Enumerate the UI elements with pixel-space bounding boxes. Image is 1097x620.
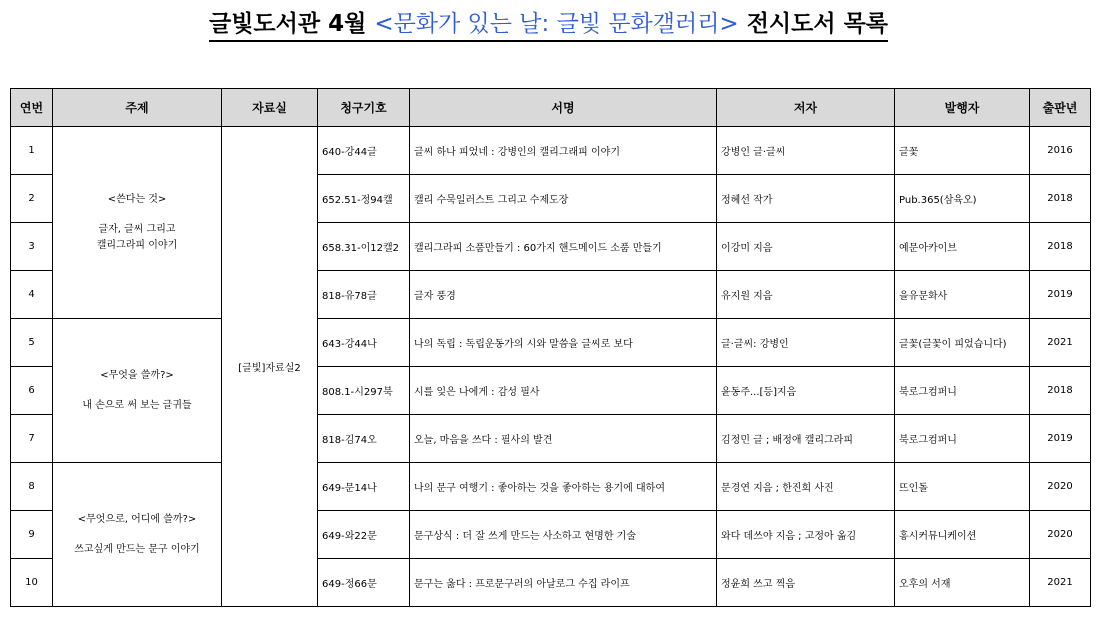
- cell-author: 글·글씨: 강병인: [717, 319, 895, 367]
- col-header-author: 저자: [717, 89, 895, 127]
- cell-year: 2021: [1030, 319, 1091, 367]
- cell-year: 2019: [1030, 415, 1091, 463]
- cell-no: 8: [11, 463, 53, 511]
- cell-year: 2019: [1030, 271, 1091, 319]
- cell-call-number: 808.1-시297북: [318, 367, 410, 415]
- cell-title: 캘리그라피 소품만들기 : 60가지 핸드메이드 소품 만들기: [410, 223, 717, 271]
- cell-author: 강병인 글·글씨: [717, 127, 895, 175]
- cell-author: 윤동주...[등]지음: [717, 367, 895, 415]
- cell-call-number: 649-와22문: [318, 511, 410, 559]
- cell-publisher: 북로그컴퍼니: [895, 415, 1030, 463]
- col-header-no: 연번: [11, 89, 53, 127]
- table-row: [11, 463, 1091, 511]
- topic-cell-1: [53, 127, 222, 319]
- cell-title: 문구상식 : 더 잘 쓰게 만드는 사소하고 현명한 기술: [410, 511, 717, 559]
- cell-publisher: 오후의 서재: [895, 559, 1030, 607]
- cell-year: 2018: [1030, 223, 1091, 271]
- cell-year: 2016: [1030, 127, 1091, 175]
- cell-call-number: 640-강44글: [318, 127, 410, 175]
- cell-call-number: 818-유78글: [318, 271, 410, 319]
- cell-no: 5: [11, 319, 53, 367]
- cell-call-number: 643-강44나: [318, 319, 410, 367]
- page-title: [0, 10, 1097, 42]
- cell-author: 김정민 글 ; 배정애 캘리그라피: [717, 415, 895, 463]
- topic-3-line1: <무엇으로, 어디에 쓸까?>: [77, 513, 197, 525]
- title-suffix: 전시도서 목록: [738, 11, 889, 37]
- cell-publisher: 북로그컴퍼니: [895, 367, 1030, 415]
- cell-title: 글씨 하나 피었네 : 강병인의 캘리그래피 이야기: [410, 127, 717, 175]
- cell-no: 7: [11, 415, 53, 463]
- topic-2-line2: 내 손으로 써 보는 글귀들: [82, 399, 192, 411]
- cell-author: 정윤희 쓰고 찍음: [717, 559, 895, 607]
- title-prefix: 글빛도서관 4월: [208, 11, 375, 37]
- cell-call-number: 649-문14나: [318, 463, 410, 511]
- cell-year: 2021: [1030, 559, 1091, 607]
- col-header-room: 자료실: [222, 89, 318, 127]
- cell-publisher: 을유문화사: [895, 271, 1030, 319]
- cell-call-number: 649-정66문: [318, 559, 410, 607]
- cell-publisher: 예문아카이브: [895, 223, 1030, 271]
- cell-no: 9: [11, 511, 53, 559]
- col-header-call-number: 청구기호: [318, 89, 410, 127]
- topic-cell-2: [53, 319, 222, 463]
- cell-year: 2018: [1030, 175, 1091, 223]
- cell-year: 2018: [1030, 367, 1091, 415]
- topic-1-line2: 글자, 글씨 그리고: [98, 223, 176, 235]
- cell-title: 문구는 옳다 : 프로문구러의 아날로그 수집 라이프: [410, 559, 717, 607]
- cell-no: 1: [11, 127, 53, 175]
- cell-no: 6: [11, 367, 53, 415]
- cell-author: 문경연 지음 ; 한진희 사진: [717, 463, 895, 511]
- cell-author: 정혜선 작가: [717, 175, 895, 223]
- topic-2-line1: <무엇을 쓸까?>: [100, 369, 174, 381]
- cell-author: 이강미 지음: [717, 223, 895, 271]
- cell-publisher: 홍시커뮤니케이션: [895, 511, 1030, 559]
- topic-3-line2: 쓰고싶게 만드는 문구 이야기: [74, 543, 200, 555]
- cell-call-number: 652.51-정94캘: [318, 175, 410, 223]
- cell-author: 유지원 지음: [717, 271, 895, 319]
- cell-no: 2: [11, 175, 53, 223]
- cell-title: 캘리 수묵일러스트 그리고 수제도장: [410, 175, 717, 223]
- cell-publisher: 뜨인돌: [895, 463, 1030, 511]
- cell-call-number: 818-김74오: [318, 415, 410, 463]
- cell-title: 나의 독립 : 독립운동가의 시와 말씀을 글씨로 보다: [410, 319, 717, 367]
- table-header-row: [11, 89, 1091, 127]
- table-row: [11, 319, 1091, 367]
- cell-publisher: 글꽃(글꽃이 피었습니다): [895, 319, 1030, 367]
- col-header-year: 출판년: [1030, 89, 1091, 127]
- room-cell: [글빛]자료실2: [222, 127, 318, 607]
- col-header-title: 서명: [410, 89, 717, 127]
- cell-title: 나의 문구 여행기 : 좋아하는 것을 좋아하는 용기에 대하여: [410, 463, 717, 511]
- cell-no: 3: [11, 223, 53, 271]
- cell-title: 오늘, 마음을 쓰다 : 필사의 발견: [410, 415, 717, 463]
- cell-year: 2020: [1030, 463, 1091, 511]
- cell-author: 와다 데쓰야 지음 ; 고정아 옮김: [717, 511, 895, 559]
- topic-1-line1: <쓴다는 것>: [107, 193, 167, 205]
- cell-publisher: 글꽃: [895, 127, 1030, 175]
- col-header-publisher: 발행자: [895, 89, 1030, 127]
- cell-title: 시를 잊은 나에게 : 감성 필사: [410, 367, 717, 415]
- topic-1-line3: 캘리그라피 이야기: [96, 239, 178, 251]
- cell-publisher: Pub.365(삼육오): [895, 175, 1030, 223]
- cell-year: 2020: [1030, 511, 1091, 559]
- title-highlight: <문화가 있는 날: 글빛 문화갤러리>: [374, 11, 739, 37]
- col-header-topic: 주제: [53, 89, 222, 127]
- cell-no: 4: [11, 271, 53, 319]
- book-list-table: [10, 88, 1091, 607]
- cell-no: 10: [11, 559, 53, 607]
- cell-title: 글자 풍경: [410, 271, 717, 319]
- cell-call-number: 658.31-이12캘2: [318, 223, 410, 271]
- table-row: [11, 127, 1091, 175]
- topic-cell-3: [53, 463, 222, 607]
